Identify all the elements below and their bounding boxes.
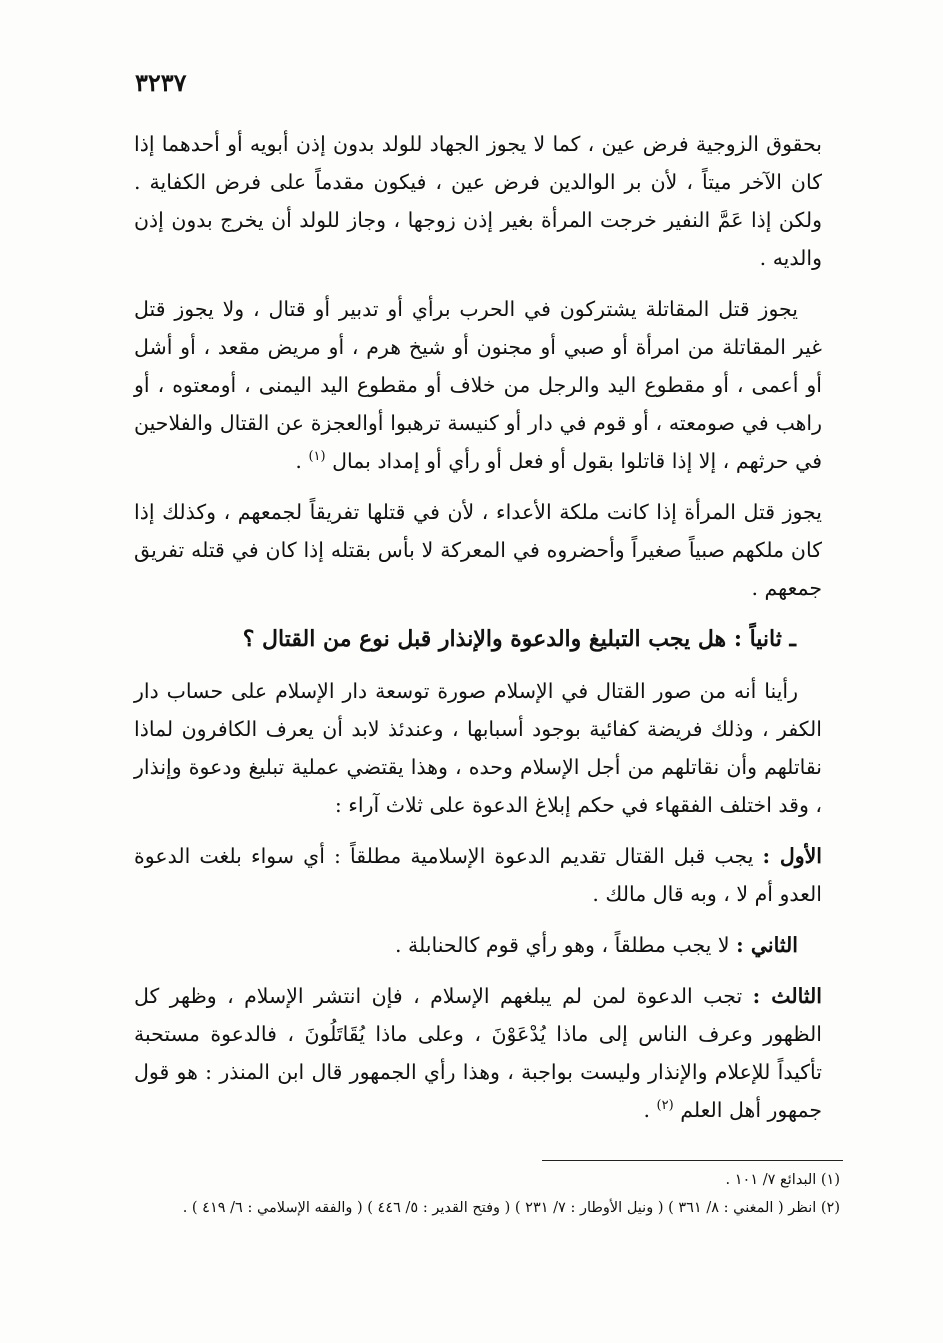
opinion-text: لا يجب مطلقاً ، وهو رأي قوم كالحنابلة . (394, 933, 737, 957)
paragraph-end: . (295, 449, 309, 473)
opinion-label: الأول : (762, 844, 822, 868)
paragraph-call-and-warning: رأينا أنه من صور القتال في الإسلام صورة توسعة دار الإسلام على حساب دار الكفر ، وذلك فريضة كفائية بوجود أسبابها ، وعندئذ لابد أن يعرف الكافرون لماذا نقاتلهم وأن نقاتلهم من أجل الإسلام وحده ، وهذا يقتضي عملية تبليغ ودعوة وإنذار ، وقد اختلف الفقهاء في حكم إبلاغ الدعوة على ثلاث آراء : (134, 679, 822, 817)
paragraph-enemy-queen: يجوز قتل المرأة إذا كانت ملكة الأعداء ، لأن في قتلها تفريقاً لجمعهم ، وكذلك إذا كان ملكهم صبياً صغيراً وأحضروه في المعركة لا بأس بقتله إذا كان في قتله تفريق جمعهم . (134, 500, 822, 600)
footnote-1: (١) البدائع ٧/ ١٠١ . (725, 1172, 840, 1188)
paragraph-who-may-be-fought (134, 290, 822, 480)
opinion-second (134, 926, 822, 964)
opinion-first (134, 837, 822, 913)
opinion-text: تجب الدعوة لمن لم يبلغهم الإسلام ، فإن انتشر الإسلام ، وظهر كل الظهور وعرف الناس إلى ماذا يُدْعَوْنَ ، وعلى ماذا يُقَاتَلُونَ ، فالدعوة مستحبة تأكيداً للإعلام والإنذار وليست بواجبة ، وهذا رأي الجمهور قال ابن المنذر : هو قول جمهور أهل العلم (134, 984, 822, 1122)
opinion-text: يجب قبل القتال تقديم الدعوة الإسلامية مطلقاً : أي سواء بلغت الدعوة العدو أم لا ، وبه قال مالك . (134, 844, 822, 906)
footnote-2: (٢) انظر ( المغني : ٨/ ٣٦١ ) ( ونيل الأوطار : ٧/ ٢٣١ ) ( وفتح القدير : ٥/ ٤٤٦ ) ( والفقه الإسلامي : ٦/ ٤١٩ ) . (182, 1200, 840, 1216)
footnote-divider (542, 1160, 843, 1161)
footnote-reference-2: (٢) (656, 1098, 674, 1114)
paragraph-text: يجوز قتل المقاتلة يشتركون في الحرب برأي أو تدبير أو قتال ، ولا يجوز قتل غير المقاتلة من امرأة أو صبي أو مجنون أو شيخ هرم ، أو مريض مقعد ، أو أشل أو أعمى ، أو مقطوع اليد والرجل من خلاف أو مقطوع اليد اليمنى ، أومعتوه ، أو راهب في صومعته ، أو قوم في دار أو كنيسة ترهبوا أوالعجزة عن القتال والفلاحين في حرثهم ، إلا إذا قاتلوا بقول أو فعل أو رأي أو إمداد بمال (134, 297, 822, 473)
footnotes (134, 1166, 840, 1222)
paragraph-marital-rights: بحقوق الزوجية فرض عين ، كما لا يجوز الجهاد للولد بدون إذن أبويه أو أحدهما إذا كان الآخر ميتاً ، لأن بر الوالدين فرض عين ، فيكون مقدماً على فرض الكفاية . ولكن إذا عَمَّ النفير خرجت المرأة بغير إذن زوجها ، وجاز للولد أن يخرج بدون إذن والديه . (134, 132, 822, 270)
paragraph-end: . (643, 1098, 657, 1122)
opinion-label: الثالث : (752, 984, 822, 1008)
page-body (134, 125, 822, 1142)
opinion-label: الثاني : (736, 933, 798, 957)
page-number: ٣٢٣٧ (135, 68, 187, 97)
opinion-third (134, 977, 822, 1129)
section-heading: ـ ثانياً : هل يجب التبليغ والدعوة والإنذار قبل نوع من القتال ؟ (242, 626, 796, 652)
footnote-reference-1: (١) (308, 449, 326, 465)
